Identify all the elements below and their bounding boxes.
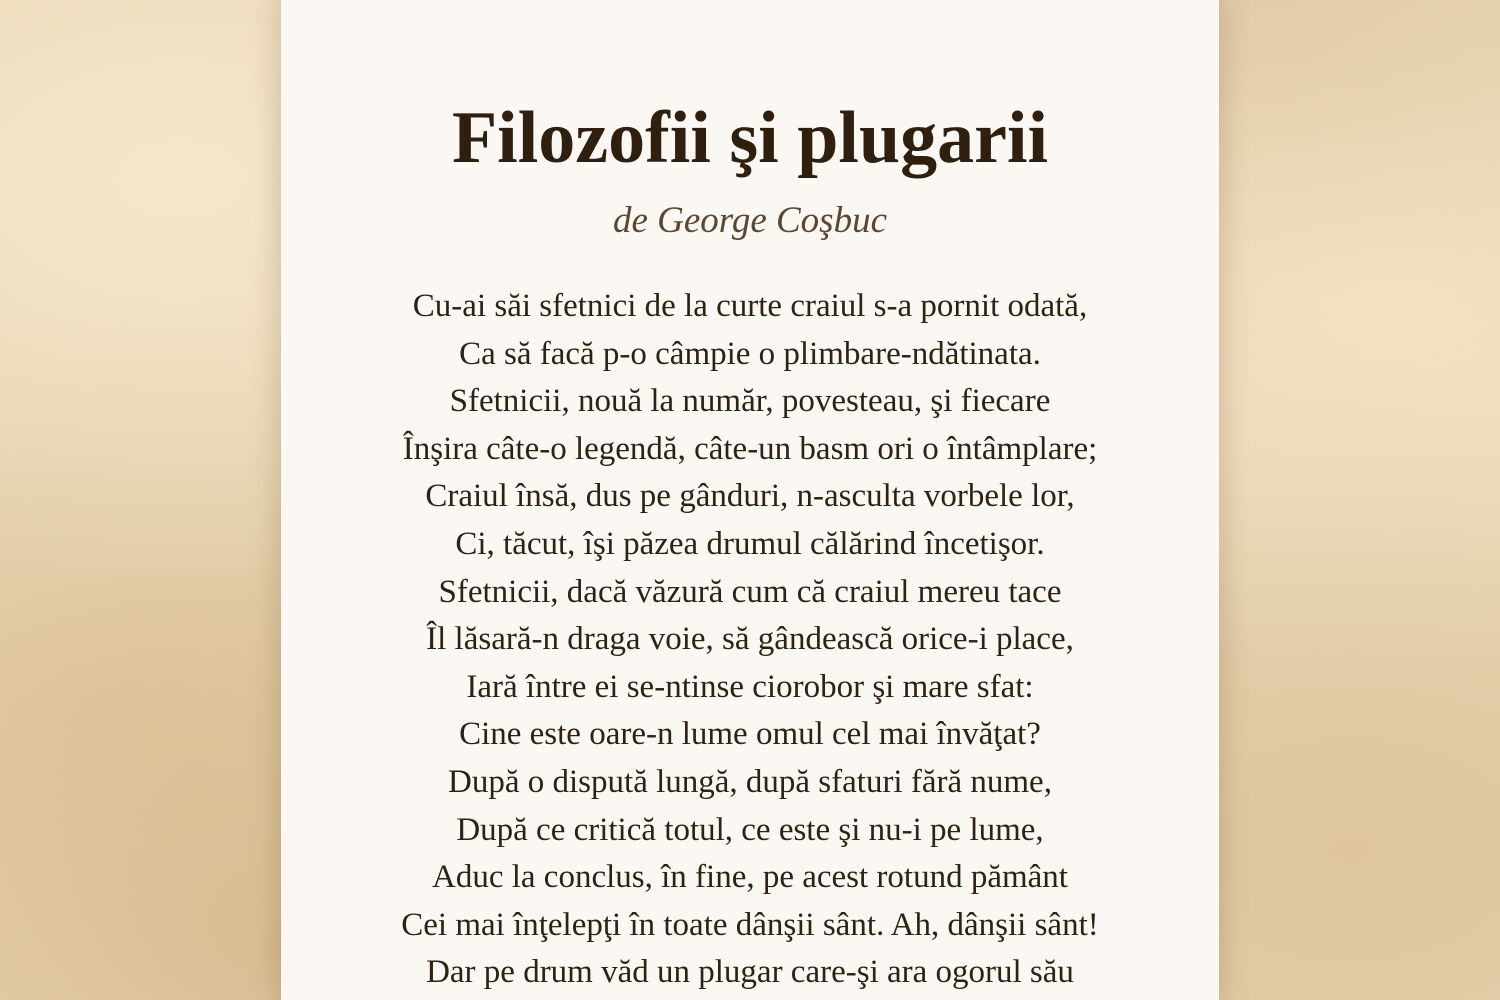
poem-line: Sfetnicii, nouă la număr, povesteau, şi fiecare (449, 383, 1051, 420)
poem-line: Dar pe drum văd un plugar care-şi ara ogorul său (426, 954, 1074, 991)
poem-line: Craiul însă, dus pe gânduri, n-asculta vorbele lor, (425, 478, 1075, 515)
poem-page (281, 0, 1219, 1000)
poem-author: de George Coşbuc (612, 200, 887, 241)
poem-line: Cei mai înţelepţi în toate dânşii sânt. Ah, dânşii sânt! (401, 906, 1099, 943)
poem-line: Sfetnicii, dacă văzură cum că craiul mereu tace (438, 573, 1062, 610)
poem-line: Ca să facă p-o câmpie o plimbare-ndătinata. (459, 335, 1041, 372)
poem-body (281, 283, 1219, 997)
poem-line: Cine este oare-n lume omul cel mai învăţat? (459, 716, 1041, 753)
poem-line: Înşira câte-o legendă, câte-un basm ori o întâmplare; (402, 430, 1098, 467)
poem-line: Îl lăsară-n draga voie, să gândească orice-i place, (426, 621, 1074, 658)
poem-line: După o dispută lungă, după sfaturi fără nume, (448, 763, 1052, 800)
poem-line: Cu-ai săi sfetnici de la curte craiul s-a pornit odată, (412, 288, 1088, 324)
poem-line: Aduc la conclus, în fine, pe acest rotund pământ (432, 859, 1068, 896)
poem-line: Ci, tăcut, îşi păzea drumul călărind încetişor. (455, 525, 1045, 562)
poem-line: Iară între ei se-ntinse ciorobor şi mare sfat: (466, 668, 1034, 705)
poem-line: După ce critică totul, ce este şi nu-i pe lume, (456, 811, 1044, 848)
poem-title: Filozofii şi plugarii (451, 97, 1049, 179)
